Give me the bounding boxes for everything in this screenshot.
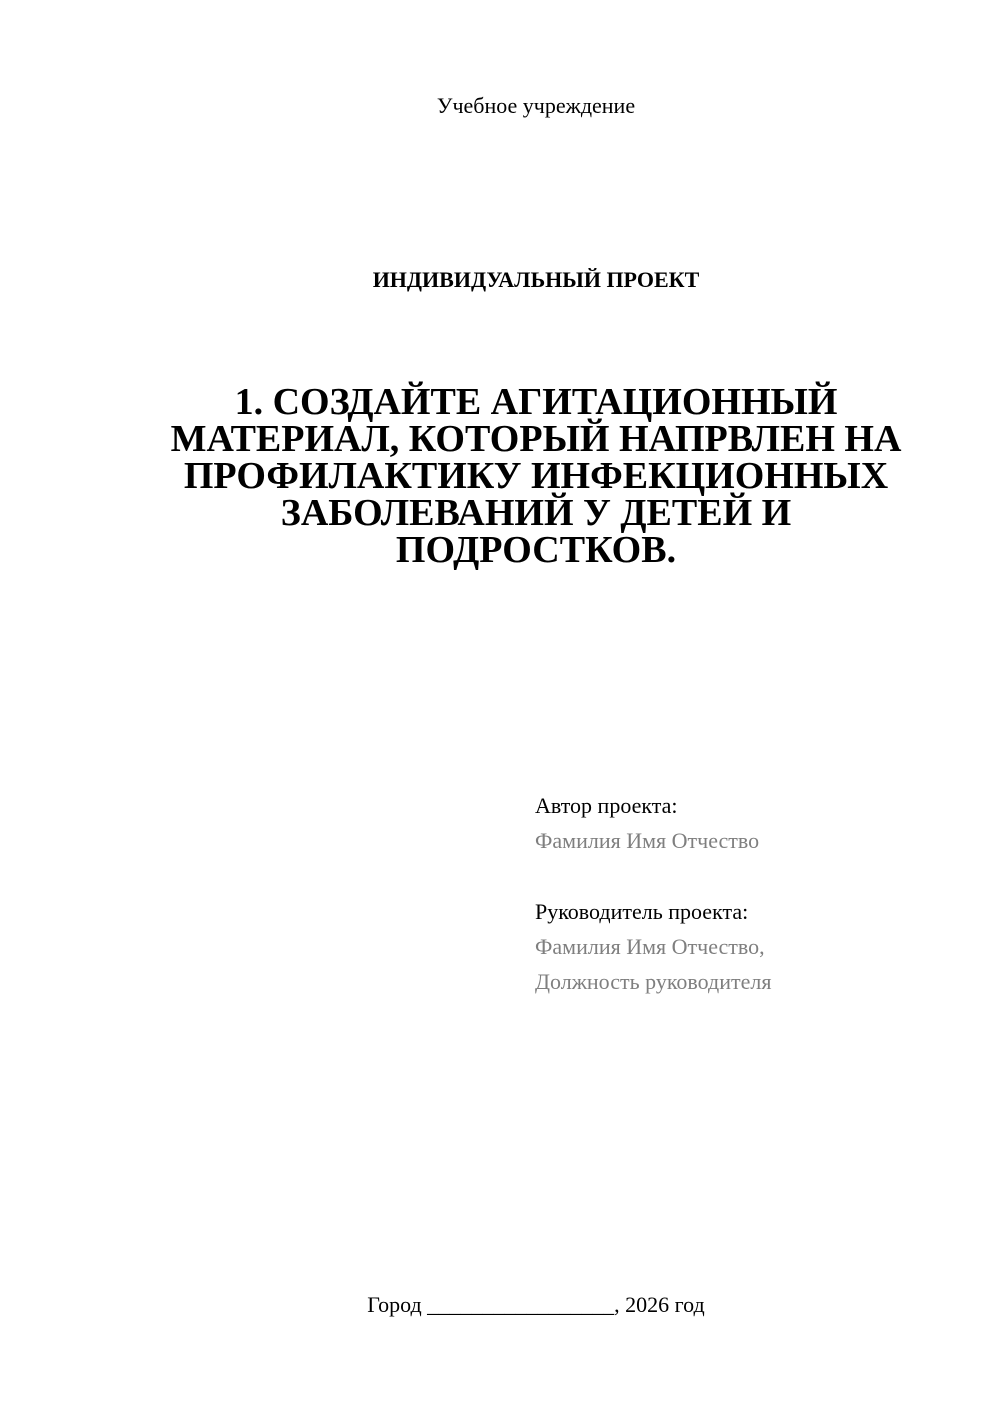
institution-name: Учебное учреждение [436,93,636,118]
title-line: МАТЕРИАЛ, КОТОРЫЙ НАПРВЛЕН НА [170,418,902,460]
title-line: ПОДРОСТКОВ. [395,529,677,571]
title-line: 1. СОЗДАЙТЕ АГИТАЦИОННЫЙ [234,381,838,423]
project-title [160,381,912,571]
supervisor-position: Должность руководителя [535,969,772,994]
supervisor-label: Руководитель проекта: [535,899,749,924]
author-block [535,788,975,858]
title-line: ЗАБОЛЕВАНИЙ У ДЕТЕЙ И [280,492,792,534]
city-year-line: Город _________________, 2026 год [367,1292,705,1317]
author-name: Фамилия Имя Отчество [535,828,760,853]
document-type: ИНДИВИДУАЛЬНЫЙ ПРОЕКТ [372,267,700,292]
title-line: ПРОФИЛАКТИКУ ИНФЕКЦИОННЫХ [183,455,889,497]
supervisor-name: Фамилия Имя Отчество, [535,934,765,959]
author-label: Автор проекта: [535,793,678,818]
supervisor-block [535,894,975,999]
